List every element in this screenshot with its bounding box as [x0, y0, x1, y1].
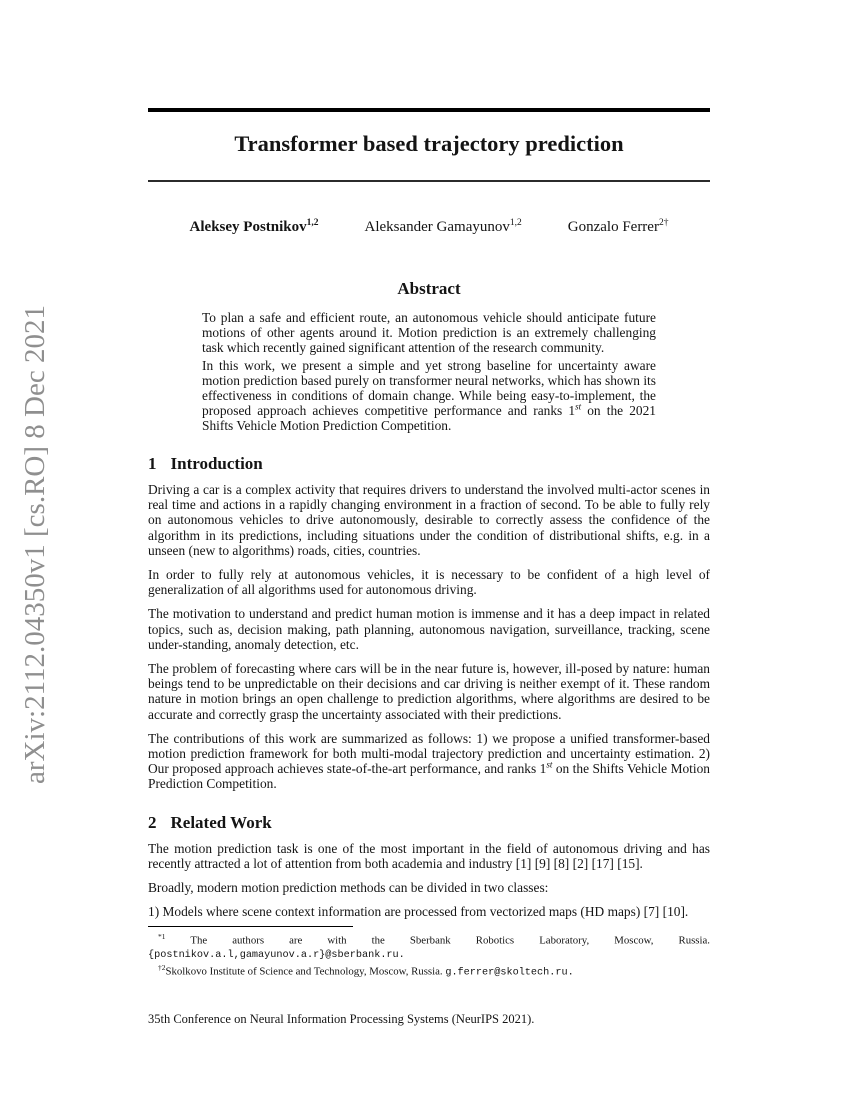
section-heading-introduction	[148, 455, 710, 473]
intro-paragraph-5-text-end: on the Shifts Vehicle Motion Prediction Competition.	[148, 761, 710, 792]
author-name: Gonzalo Ferrer	[567, 219, 659, 235]
paper-title: Transformer based trajectory prediction	[234, 131, 624, 156]
author-name: Aleksander Gamayunov	[364, 219, 510, 235]
footnote-rule	[148, 926, 353, 927]
conference-footer: 35th Conference on Neural Information Processing Systems (NeurIPS 2021).	[148, 1012, 535, 1026]
footnotes	[148, 931, 710, 980]
email-ferrer: g.ferrer@skoltech.ru.	[445, 967, 574, 979]
footnote-2	[148, 962, 710, 980]
related-paragraph-3: 1) Models where scene context information are processed from vectorized maps (HD maps) [7] [10].	[148, 904, 689, 920]
footnote-2-marker: †2	[158, 963, 166, 973]
related-paragraph-1: The motion prediction task is one of the most important in the field of autonomous driving and has recently attracted a lot of attention from both academia and industry [1] [9] [8] [2] [17] [15].	[148, 840, 710, 871]
author-affiliation-mark: 1,2	[509, 218, 522, 228]
footnote-1-text: The authors are with the Sberbank Robotics Laboratory, Moscow, Russia.	[165, 935, 710, 948]
author-list	[148, 212, 710, 238]
footnote-2-text: Skolkovo Institute of Science and Technology, Moscow, Russia.	[165, 965, 446, 978]
section-title: Related Work	[170, 812, 272, 832]
title-rule-bottom	[148, 180, 710, 182]
section-number: 1	[148, 454, 157, 473]
abstract-paragraph-2-text: In this work, we present a simple and yet strong baseline for uncertainty aware motion prediction based purely on transformer neural networks, which has shown its effectiveness in conditions of domain change. While being easy-to-implement, the proposed approach achieves competitive performance and ranks 1	[202, 358, 656, 418]
intro-paragraph-2: In order to fully rely at autonomous vehicles, it is necessary to be confident of a high level of generalization of all algorithms used for autonomous driving.	[148, 567, 710, 598]
author-gamayunov	[365, 212, 522, 238]
intro-paragraph-5-text: The contributions of this work are summarized as follows: 1) we propose a unified transformer-based motion prediction framework for both multi-modal trajectory prediction and uncertainty estimation. 2) Our proposed approach achieves state-of-the-art performance, and ranks 1	[148, 730, 710, 777]
section-number: 2	[148, 812, 157, 832]
arxiv-watermark: arXiv:2112.04350v1 [cs.RO] 8 Dec 2021	[19, 305, 51, 784]
abstract-heading: Abstract	[397, 279, 461, 298]
ordinal-superscript: st	[546, 759, 553, 770]
abstract-paragraph-1: To plan a safe and efficient route, an autonomous vehicle should anticipate future motions of other agents around it. Motion prediction is an extremely challenging task which recently gained significant attention of the research community.	[202, 310, 656, 355]
author-postnikov	[190, 212, 319, 238]
author-affiliation-mark: 1,2	[306, 218, 319, 228]
abstract-body	[202, 310, 656, 433]
email-postnikov-gamayunov: {postnikov.a.l,gamayunov.a.r}@sberbank.ru.	[148, 949, 405, 961]
intro-paragraph-1: Driving a car is a complex activity that requires drivers to understand the involved multi-actor scenes in real time and actions in a rapidly changing environment in a fraction of second. To be able to fully rely on autonomous vehicles to drive autonomously, desirable to correctly assess the confidence of the algorithm in its predictions, including situations under the condition of distributional shifts, e.g. in a unseen (new to algorithms) roads, cities, countries.	[148, 482, 710, 558]
intro-paragraph-5	[148, 731, 710, 792]
footnote-1-marker: *1	[158, 932, 166, 942]
ordinal-superscript: st	[575, 401, 582, 412]
section-title: Introduction	[170, 454, 263, 473]
footnote-1	[148, 931, 710, 962]
intro-paragraph-4: The problem of forecasting where cars will be in the near future is, however, ill-posed by nature: human beings tend to be unpredictable on their decisions and car driving is neither exempt of it. These random nature in motion brings an open challenge to prediction algorithms, where algorithms are desired to be accurate and correctly grasp the uncertainty associated with their predictions.	[148, 661, 710, 722]
section-heading-related-work	[148, 814, 710, 832]
title-rule-top	[148, 108, 710, 112]
author-affiliation-mark: 2†	[658, 218, 669, 228]
related-paragraph-2: Broadly, modern motion prediction methods can be divided in two classes:	[148, 880, 549, 896]
author-ferrer	[568, 212, 669, 238]
abstract-paragraph-2	[202, 358, 656, 433]
author-name: Aleksey Postnikov	[189, 219, 307, 235]
paper-content	[148, 0, 710, 980]
intro-paragraph-3: The motivation to understand and predict human motion is immense and it has a deep impact in related topics, such as, decision making, path planning, autonomous navigation, surveillance, tracking, scene under-standing, anomaly detection, etc.	[148, 606, 710, 652]
abstract-paragraph-2-text-end: on the 2021 Shifts Vehicle Motion Prediction Competition.	[202, 403, 656, 433]
